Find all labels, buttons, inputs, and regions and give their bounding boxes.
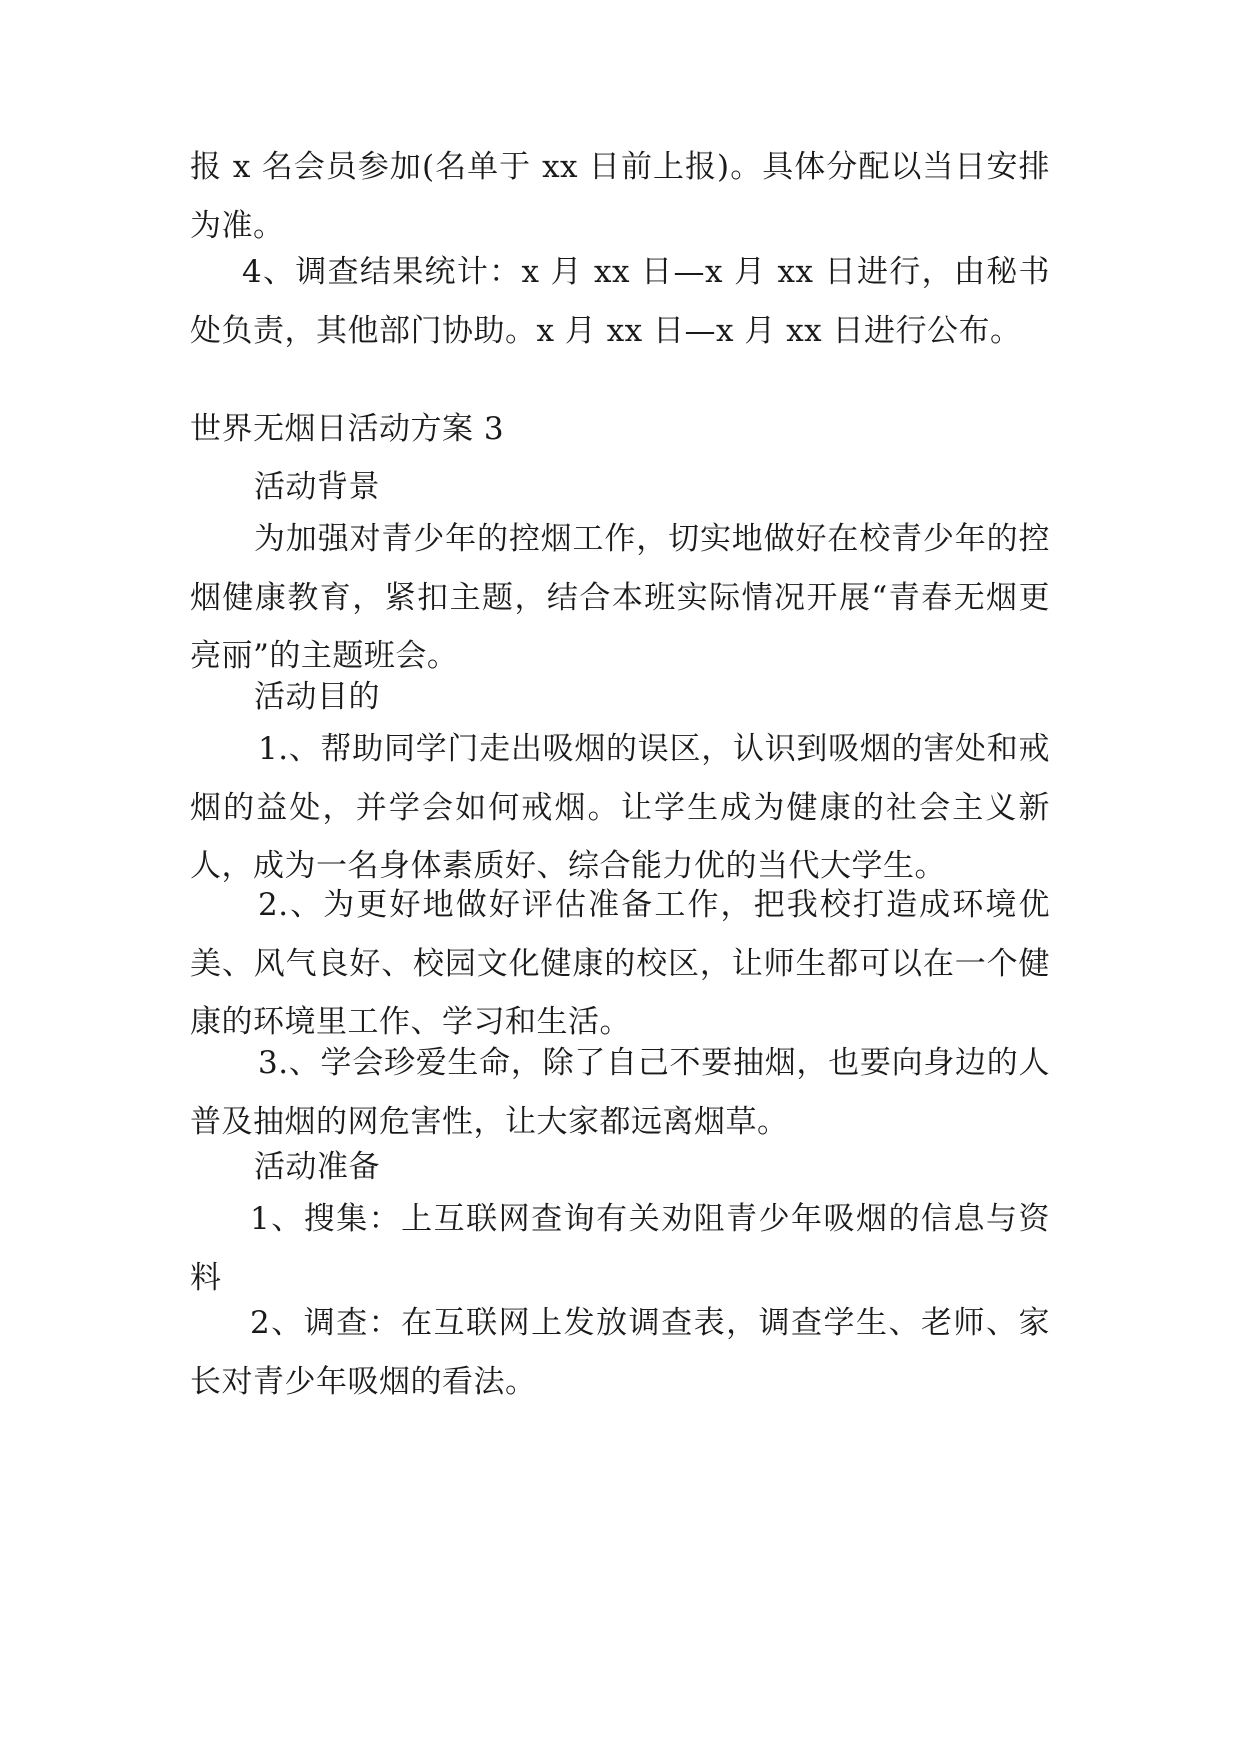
paragraph-background: 为加强对青少年的控烟工作，切实地做好在校青少年的控烟健康教育，紧扣主题，结合本班实际情况开展“青春无烟更亮丽”的主题班会。 [190, 521, 1050, 674]
heading-activity-purpose: 活动目的 [254, 679, 380, 715]
heading-activity-preparation: 活动准备 [254, 1149, 380, 1185]
heading-activity-background: 活动背景 [254, 469, 380, 505]
paragraph-registration: 报 x 名会员参加(名单于 xx 日前上报)。具体分配以当日安排为准。 [190, 149, 1050, 244]
paragraph-purpose-2: 2.、为更好地做好评估准备工作，把我校打造成环境优美、风气良好、校园文化健康的校区，让师生都可以在一个健康的环境里工作、学习和生活。 [190, 887, 1050, 1040]
paragraph-survey-statistics: 4、调查结果统计：x 月 xx 日—x 月 xx 日进行，由秘书处负责，其他部门协助。x 月 xx 日—x 月 xx 日进行公布。 [190, 254, 1050, 349]
paragraph-purpose-3: 3.、学会珍爱生命，除了自己不要抽烟，也要向身边的人普及抽烟的网危害性，让大家都远离烟草。 [190, 1045, 1050, 1140]
section-title: 世界无烟日活动方案 3 [190, 411, 505, 447]
paragraph-preparation-2: 2、调查：在互联网上发放调查表，调查学生、老师、家长对青少年吸烟的看法。 [190, 1305, 1050, 1400]
paragraph-purpose-1: 1.、帮助同学门走出吸烟的误区，认识到吸烟的害处和戒烟的益处，并学会如何戒烟。让学生成为健康的社会主义新人，成为一名身体素质好、综合能力优的当代大学生。 [190, 731, 1050, 884]
paragraph-preparation-1: 1、搜集：上互联网查询有关劝阻青少年吸烟的信息与资料 [190, 1201, 1050, 1296]
